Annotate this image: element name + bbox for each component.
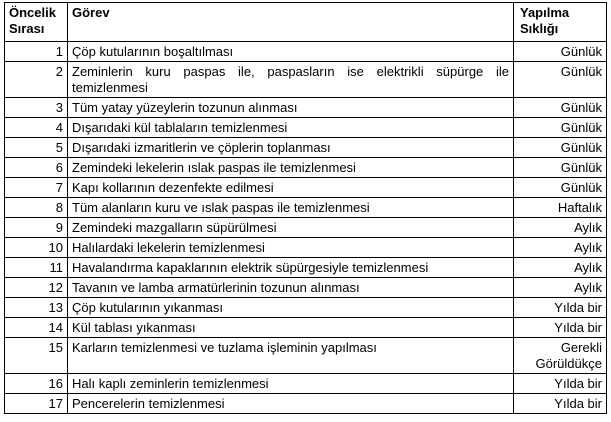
table-row [5,98,607,118]
task-cell: Tavanın ve lamba armatürlerinin tozunun alınması [68,278,514,298]
frequency-cell: Aylık [514,238,607,258]
frequency-header-line2: Sıklığı [520,21,559,36]
table-row [5,118,607,138]
frequency-cell: Günlük [514,118,607,138]
table-row [5,238,607,258]
priority-cell: 3 [5,98,68,118]
priority-cell: 16 [5,374,68,394]
table-row [5,374,607,394]
task-cell: Dışarıdaki izmaritlerin ve çöplerin toplanması [68,138,514,158]
frequency-cell: Yılda bir [514,298,607,318]
table-row [5,138,607,158]
task-cell: Zeminlerin kuru paspas ile, paspasların ise elektrikli süpürge ile temizlenmesi [68,62,514,98]
frequency-cell: Aylık [514,278,607,298]
table-row [5,158,607,178]
frequency-header [514,3,607,42]
priority-cell: 4 [5,118,68,138]
frequency-cell: Günlük [514,138,607,158]
priority-cell: 5 [5,138,68,158]
frequency-cell: Günlük [514,158,607,178]
table-row [5,318,607,338]
priority-cell: 12 [5,278,68,298]
task-cell: Tüm yatay yüzeylerin tozunun alınması [68,98,514,118]
task-cell: Kül tablası yıkanması [68,318,514,338]
priority-cell: 11 [5,258,68,278]
table-row [5,62,607,98]
priority-cell: 8 [5,198,68,218]
table-row [5,278,607,298]
task-cell: Kapı kollarının dezenfekte edilmesi [68,178,514,198]
frequency-cell: Haftalık [514,198,607,218]
table-row [5,298,607,318]
table-row [5,394,607,414]
task-cell: Pencerelerin temizlenmesi [68,394,514,414]
table-row [5,218,607,238]
task-cell: Zemindeki lekelerin ıslak paspas ile temizlenmesi [68,158,514,178]
frequency-cell: Yılda bir [514,318,607,338]
task-cell: Dışarıdaki kül tablaların temizlenmesi [68,118,514,138]
task-cell: Tüm alanların kuru ve ıslak paspas ile temizlenmesi [68,198,514,218]
frequency-cell: Aylık [514,218,607,238]
frequency-cell: Yılda bir [514,374,607,394]
frequency-header-line1: Yapılma [520,5,570,20]
task-cell: Havalandırma kapaklarının elektrik süpürgesiyle temizlenmesi [68,258,514,278]
frequency-cell: Günlük [514,178,607,198]
task-header-label: Görev [72,5,110,20]
frequency-cell: Gerekli Görüldükçe [514,338,607,374]
priority-header [5,3,68,42]
priority-cell: 2 [5,62,68,98]
priority-cell: 15 [5,338,68,374]
priority-cell: 1 [5,42,68,62]
table-row [5,178,607,198]
priority-cell: 10 [5,238,68,258]
table-row [5,198,607,218]
priority-cell: 17 [5,394,68,414]
task-cell: Karların temizlenmesi ve tuzlama işleminin yapılması [68,338,514,374]
task-header [68,3,514,42]
task-cell: Zemindeki mazgalların süpürülmesi [68,218,514,238]
frequency-cell: Günlük [514,42,607,62]
priority-cell: 9 [5,218,68,238]
task-cell: Çöp kutularının boşaltılması [68,42,514,62]
table-row [5,258,607,278]
frequency-cell: Günlük [514,98,607,118]
header-row [5,3,607,42]
frequency-cell: Günlük [514,62,607,98]
frequency-cell: Aylık [514,258,607,278]
priority-cell: 7 [5,178,68,198]
task-cell: Halı kaplı zeminlerin temizlenmesi [68,374,514,394]
task-cell: Halılardaki lekelerin temizlenmesi [68,238,514,258]
frequency-cell: Yılda bir [514,394,607,414]
table-row [5,338,607,374]
table-row [5,42,607,62]
task-cell: Çöp kutularının yıkanması [68,298,514,318]
priority-header-line2: Sırası [9,21,45,36]
priority-cell: 6 [5,158,68,178]
priority-header-line1: Öncelik [9,5,56,20]
priority-cell: 13 [5,298,68,318]
priority-cell: 14 [5,318,68,338]
cleaning-schedule-table [4,2,607,414]
